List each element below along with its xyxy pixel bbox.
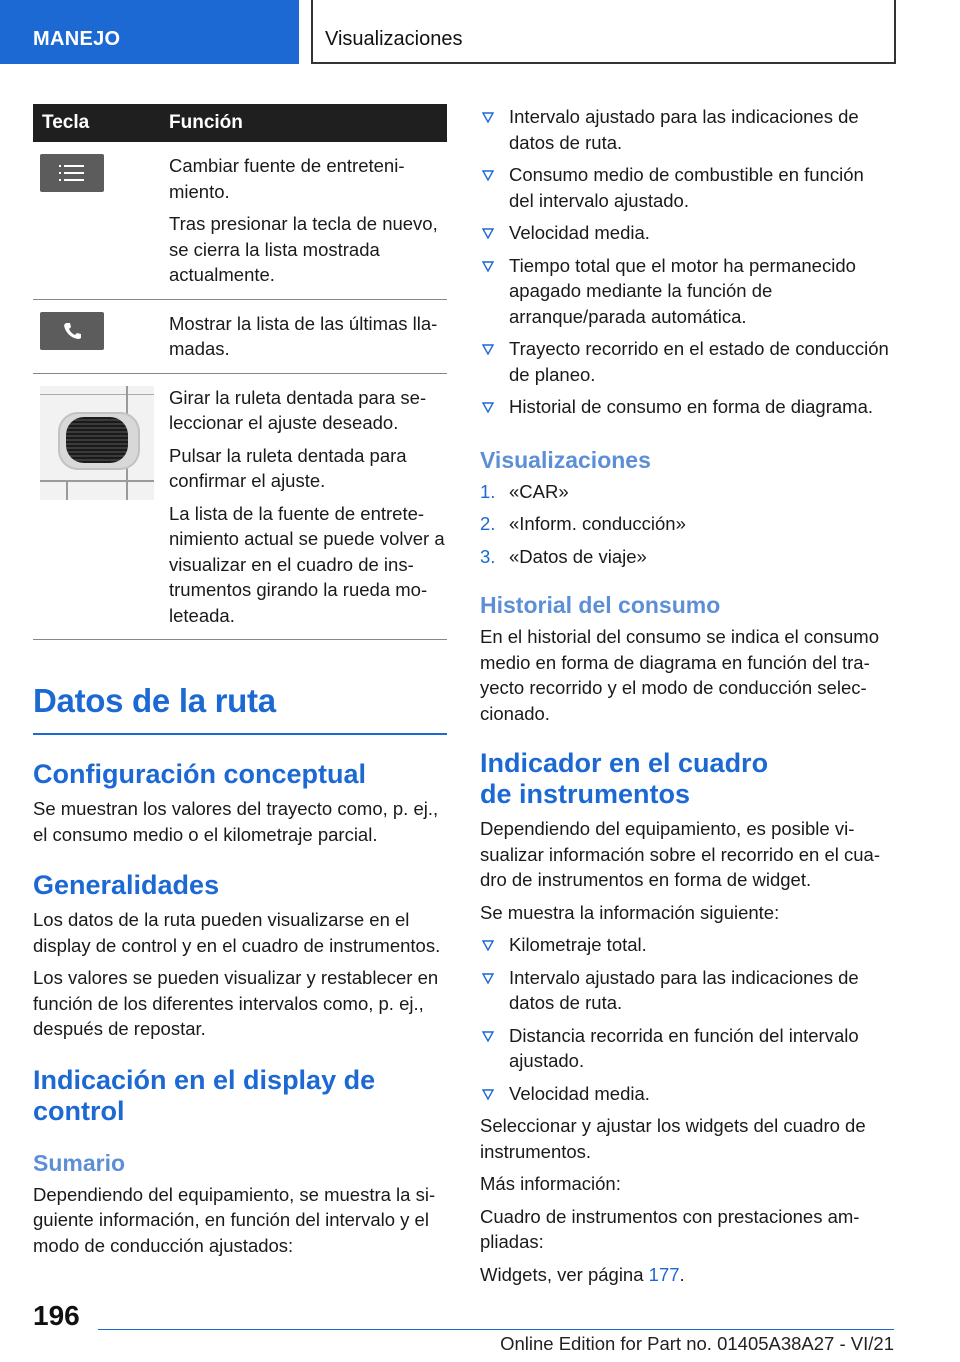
list-item: Consumo medio de combustible en función del intervalo ajustado. — [480, 162, 892, 213]
paragraph: Los valores se pueden visualizar y restablecer en función de los diferentes intervalos como, p. ej., después de repostar. — [33, 967, 439, 1039]
paragraph: Se muestran los valores del trayecto como, p. ej., el consumo medio o el kilometraje parcial. — [33, 798, 439, 845]
table-cell-text: Pulsar la ruleta dentada para confirmar el ajuste. — [169, 444, 407, 491]
list-item: 1. «CAR» — [480, 480, 569, 502]
table-row — [33, 142, 447, 299]
thumbwheel-photo — [40, 386, 154, 500]
table-row — [33, 373, 447, 640]
triangle-bullet-icon — [482, 1031, 494, 1042]
phone-icon — [40, 312, 104, 350]
table-cell-text: Mostrar la lista de las últimas llamadas. — [169, 312, 438, 359]
paragraph: Cuadro de instrumentos con prestaciones ampliadas: — [480, 1205, 860, 1252]
heading-cuadro-instrumentos: Indicador en el cuadro de instrumentos — [480, 748, 769, 809]
paragraph: Dependiendo del equipamiento, se muestra la siguiente información, en función del intervalo y el modo de conducción ajustados: — [33, 1183, 436, 1256]
paragraph: Los datos de la ruta pueden visualizarse en el display de control y en el cuadro de instrumentos. — [33, 909, 441, 956]
table-header-key: Tecla — [33, 104, 159, 142]
table-cell-text: La lista de la fuente de entretenimiento actual se puede volver a visualizar en el cuadro de instrumentos girando la rueda moleteada. — [169, 502, 445, 626]
list-item: 2. «Inform. conducción» — [480, 513, 686, 534]
list-icon — [40, 154, 104, 192]
triangle-bullet-icon — [482, 170, 494, 181]
paragraph: En el historial del consumo se indica el consumo medio en forma de diagrama en función del trayecto recorrido y el modo de conducción seleccionado. — [480, 626, 879, 724]
section-title: Datos de la ruta — [33, 682, 447, 735]
list-item: Historial de consumo en forma de diagrama. — [480, 394, 892, 420]
table-cell-text: Tras presionar la tecla de nuevo, se cierra la lista mostrada actualmente. — [169, 213, 438, 285]
triangle-bullet-icon — [482, 1089, 494, 1100]
edition-footer: Online Edition for Part no. 01405A38A27 - VI/21 — [500, 1333, 894, 1354]
table-cell-text: Cambiar fuente de entretenimiento. — [169, 155, 405, 202]
paragraph: Dependiendo del equipamiento, es posible visualizar información sobre el recorrido en el cuadro de instrumentos en forma de widget. — [480, 818, 881, 890]
bullet-list — [480, 932, 892, 1106]
paragraph: Widgets, ver página 177. — [480, 1263, 685, 1285]
paragraph: Se muestra la información siguiente: — [480, 901, 780, 923]
list-item: Velocidad media. — [480, 220, 892, 246]
list-item: Intervalo ajustado para las indicaciones de datos de ruta. — [480, 965, 892, 1016]
heading-visualizaciones: Visualizaciones — [480, 446, 651, 473]
list-item: Velocidad media. — [480, 1081, 892, 1107]
key-function-table — [33, 104, 447, 640]
list-item: Tiempo total que el motor ha permanecido apagado mediante la función de arranque/parada automática. — [480, 253, 892, 330]
triangle-bullet-icon — [482, 940, 494, 951]
page-link[interactable]: 177 — [648, 1263, 680, 1285]
table-header-function: Función — [159, 104, 447, 142]
table-row — [33, 299, 447, 373]
header-chapter-label: Visualizaciones — [325, 28, 463, 50]
list-item: Trayecto recorrido en el estado de conducción de planeo. — [480, 336, 892, 387]
paragraph: Más información: — [480, 1173, 621, 1194]
triangle-bullet-icon — [482, 344, 494, 355]
header-section-tab — [0, 0, 299, 64]
page-number: 196 — [33, 1300, 80, 1331]
list-item: Kilometraje total. — [480, 932, 892, 958]
table-cell-text: Girar la ruleta dentada para seleccionar el ajuste deseado. — [169, 386, 427, 433]
footer-divider — [98, 1329, 894, 1330]
list-item: 3. «Datos de viaje» — [480, 545, 647, 567]
list-item: Distancia recorrida en función del intervalo ajustado. — [480, 1023, 892, 1074]
paragraph: Seleccionar y ajustar los widgets del cuadro de instrumentos. — [480, 1115, 866, 1162]
numbered-list — [480, 479, 892, 570]
header-chapter-tab — [311, 0, 896, 64]
bullet-list — [480, 104, 892, 420]
left-column — [33, 104, 447, 1258]
triangle-bullet-icon — [482, 228, 494, 239]
heading-sumario: Sumario — [33, 1149, 126, 1176]
heading-configuracion: Configuración conceptual — [33, 759, 367, 789]
triangle-bullet-icon — [482, 112, 494, 123]
triangle-bullet-icon — [482, 261, 494, 272]
heading-generalidades: Generalidades — [33, 870, 220, 900]
header-section-label: MANEJO — [33, 28, 121, 50]
heading-historial: Historial del consumo — [480, 592, 721, 618]
triangle-bullet-icon — [482, 973, 494, 984]
list-item: Intervalo ajustado para las indicaciones de datos de ruta. — [480, 104, 892, 155]
heading-display-control: Indicación en el display de control — [33, 1064, 376, 1126]
right-column — [480, 104, 892, 1287]
triangle-bullet-icon — [482, 402, 494, 413]
